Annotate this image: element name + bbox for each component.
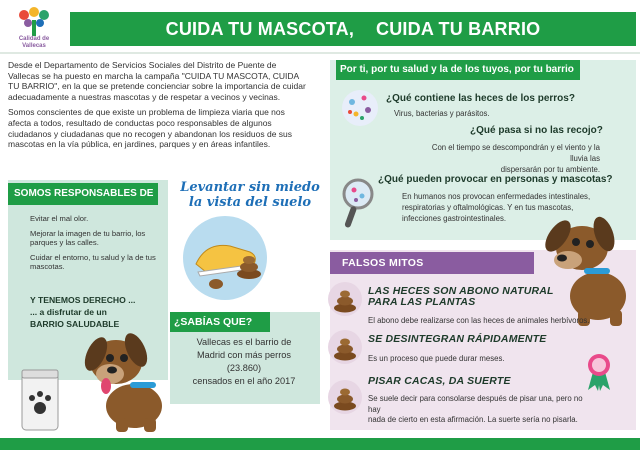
answer-text: [420, 142, 600, 175]
logo-text: Calidad de Vallecas: [18, 36, 50, 49]
poop-icon: [328, 330, 362, 364]
illustration-caption: [180, 180, 320, 210]
poop-icon: [234, 250, 264, 280]
mito-title: [368, 286, 568, 308]
question-heading: ¿Qué pasa si no las recojo?: [470, 125, 603, 136]
answer-line: En humanos nos provocan enfermedades intestinales,: [402, 192, 591, 201]
answer-line: respiratorias y oftalmológicas. Y en tus mascotas,: [402, 203, 574, 212]
mito-text: [368, 394, 588, 426]
title-part2: CUIDA TU BARRIO: [376, 19, 541, 39]
answer-line: Con el tiempo se descompondrán y el viento y la lluvia las: [431, 143, 600, 163]
intro-paragraph: Desde el Departamento de Servicios Sociales del Distrito de Puente de Vallecas se ha puesto en marcha la campaña "CUIDA TU MASCOTA, CUIDA TU BARRIO", en la que se pretende concienciar sobre la importancia de cuidar adecuadamente a nuestras mascotas y de respetar a vecinos y vecinas.: [8, 60, 306, 102]
mito-text-line: Se suele decir para consolarse después de pisar una, pero no hay: [368, 394, 583, 414]
germs-icon: [340, 88, 380, 128]
intro-paragraph: Somos conscientes de que existe un problema de limpieza viaria que nos afecta a todos, resultado de conductas poco responsables de algunos ciudadanos y ciudadanas que no recogen y abandonan los residuos de sus mascotas en la vía pública, en jardines, parques y en áreas infantiles.: [8, 107, 293, 150]
sabias-text: [174, 336, 314, 388]
poop-icon: [328, 282, 362, 316]
mito-title-line: PARA LAS PLANTAS: [368, 296, 476, 308]
caption-line: la vista del suelo: [188, 195, 312, 210]
list-item: Evitar el mal olor.: [30, 214, 89, 223]
bag-icon: [20, 368, 60, 432]
salud-heading: Por ti, por tu salud y la de los tuyos, por tu barrio: [340, 64, 574, 75]
caption-line: Levantar sin miedo: [180, 180, 320, 195]
poop-icon: [328, 380, 362, 414]
answer-line: dispersarán por tu ambiente.: [500, 165, 600, 174]
answer-text: Virus, bacterias y parásitos.: [394, 109, 490, 118]
page-title: [70, 12, 636, 46]
answer-line: infecciones gastrointestinales.: [402, 214, 507, 223]
mito-text: Es un proceso que puede durar meses.: [368, 354, 505, 363]
mitos-heading: FALSOS MITOS: [342, 257, 424, 269]
list-item: Mejorar la imagen de tu barrio, los parques y las calles.: [30, 228, 146, 248]
list-item: Cuidar el entorno, tu salud y la de tus mascotas.: [30, 252, 156, 272]
responsables-list: [30, 214, 158, 277]
intro-text: [8, 60, 308, 155]
derecho-line: BARRIO SALUDABLE: [30, 319, 120, 329]
divider: [0, 52, 640, 54]
sabias-line: Vallecas es el barrio de: [196, 337, 292, 347]
mito-title: PISAR CACAS, DA SUERTE: [368, 375, 511, 387]
magnifier-icon: [336, 176, 376, 232]
dog-icon: [76, 322, 172, 434]
derecho-line: Y TENEMOS DERECHO ...: [30, 295, 136, 305]
sabias-line: (23.860): [226, 363, 262, 373]
derecho-line: ... a disfrutar de un: [30, 307, 107, 317]
ribbon-icon: [584, 352, 614, 392]
responsables-heading: SOMOS RESPONSABLES DE: [14, 188, 154, 199]
question-heading: ¿Qué pueden provocar en personas y mascotas?: [378, 174, 613, 185]
mito-text: El abono debe realizarse con las heces de animales herbívoros.: [368, 316, 590, 325]
question-heading: ¿Qué contiene las heces de los perros?: [386, 93, 575, 104]
footer-bar: [0, 438, 640, 450]
mito-title: SE DESINTEGRAN RÁPIDAMENTE: [368, 333, 547, 345]
mito-title-line: LAS HECES SON ABONO NATURAL: [368, 285, 554, 297]
sabias-heading: ¿SABÍAS QUE?: [174, 316, 253, 328]
title-part1: CUIDA TU MASCOTA,: [165, 19, 355, 39]
mito-text-line: nada de cierto en esta afirmación. La suerte sería no pisarla.: [368, 415, 578, 424]
sabias-line: censados en el año 2017: [192, 376, 296, 386]
dog-icon: [538, 208, 636, 328]
logo: [8, 6, 60, 52]
sabias-line: Madrid con más perros: [197, 350, 291, 360]
